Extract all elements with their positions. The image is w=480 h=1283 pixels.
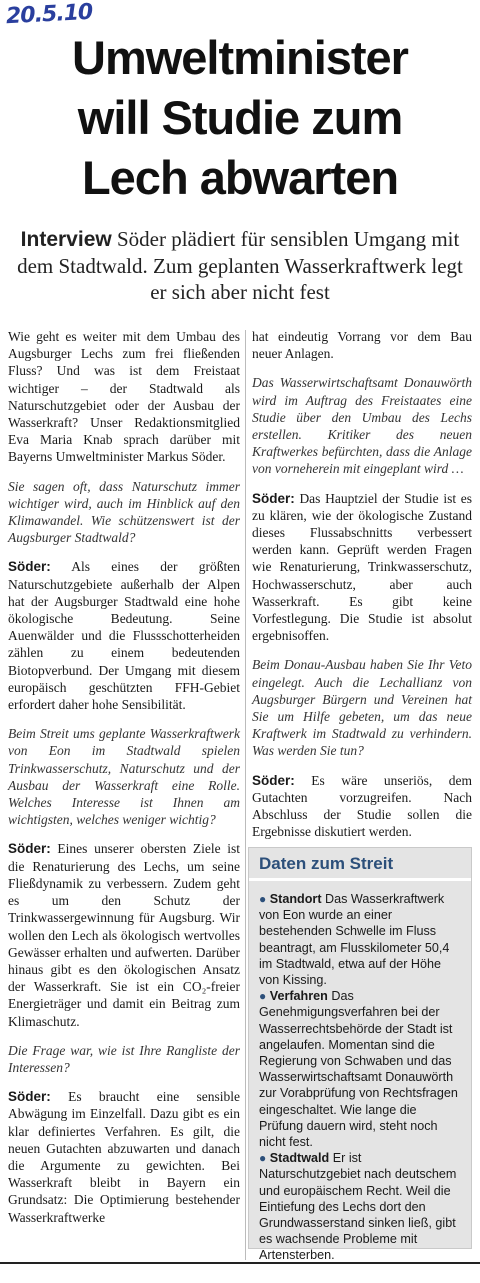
answer-5 (252, 772, 472, 841)
subheadline (10, 226, 470, 305)
answer-1 (8, 558, 240, 713)
info-entry-verfahren (259, 988, 463, 1150)
question-2: Beim Streit ums geplante Wasserkraftwerk von Eon im Stadtwald spielen Trinkwasserschutz, Naturschutz und der Ausbau der Wasserkraft eine Rolle. Welches Interesse ist Ihnen am wichtigsten, welches weniger wichtig? (8, 726, 240, 828)
info-box (248, 847, 472, 1263)
speaker-label: Söder: (252, 772, 295, 788)
info-box-title: Daten zum Streit (249, 848, 471, 881)
info-entry-head: Stadtwald (269, 1151, 330, 1166)
speaker-label: Söder: (8, 1089, 51, 1105)
continuation-paragraph: hat eindeutig Vorrang vor dem Bau neuer Anlagen. (252, 329, 472, 362)
info-entry-head: Standort (269, 892, 322, 906)
speaker-label: Söder: (8, 559, 51, 575)
intro-paragraph: Wie geht es weiter mit dem Umbau des Augsburger Lechs zum frei fließenden Fluss? Und was ist dem Freistaat wichtiger – der Stadtwald als Naturschutzgebiet oder der Ausbau der Wasserkraft? Unser Redaktionsmitglied Eva Maria Knab sprach darüber mit Bayerns Umweltminister Markus Söder. (8, 329, 240, 465)
question-5: Beim Donau-Ausbau haben Sie Ihr Veto eingelegt. Auch die Lechallianz von Augsburger Bürgern und Vereinen hat Sie um Hilfe gebeten, um das neue Kraftwerk im Stadtwald zu verhindern. Was werden Sie tun? (252, 657, 472, 759)
question-1: Sie sagen oft, dass Naturschutz immer wichtiger wird, auch im Hinblick auf den Klimawandel. Wie schützenswert ist der Augsburger Stadtwald? (8, 478, 240, 546)
answer-3 (8, 1088, 240, 1226)
info-entry-standort (259, 891, 463, 988)
info-entry-stadtwald (259, 1150, 463, 1263)
bottom-rule (0, 1262, 480, 1264)
left-column (8, 328, 240, 1238)
answer-4 (252, 490, 472, 645)
info-entry-head: Verfahren (269, 989, 328, 1004)
right-column (252, 328, 472, 852)
headline-line-1: Umweltminister (72, 31, 408, 84)
bullet-icon: ● (259, 989, 267, 1004)
headline (0, 28, 480, 208)
column-divider (245, 330, 246, 1260)
answer-text: Es wäre unseriös, dem Gutachten vorzugreifen. Nach Abschluss der Studie sollen die Ergebnisse diskutiert werden. (252, 772, 473, 840)
answer-2 (8, 840, 240, 1029)
speaker-label: Söder: (8, 841, 51, 857)
question-3: Die Frage war, wie ist Ihre Rangliste der Interessen? (8, 1042, 240, 1075)
bullet-icon: ● (259, 892, 267, 906)
headline-line-3: Lech abwarten (81, 151, 399, 204)
subheadline-kicker: Interview (20, 228, 112, 251)
answer-text: Eines unserer obersten Ziele ist die Renaturierung des Lechs, um seine Fließdynamik zu verbessern. Zudem geht es um den Schutz der Trinkwassergewinnung für Augsburg. Wir wollen den Lech als ökologisch wertvolles Gewässer erhalten und aufwerten. Darüber hinaus gibt es den ökologischen Ansatz der Wasserkraft. Sie ist ein CO₂-freier Energieträger und damit ein Beitrag zum Klimaschutz. (8, 841, 240, 1029)
answer-text: Es braucht eine sensible Abwägung im Einzelfall. Dazu gibt es ein klar definiertes Verfahren. Es gilt, die neuen Gutachten abzuwarten und danach die Argumente zu gewichten. Bei Wasserkraft bleibt in Bayern ein Grundsatz: Die Optimierung bestehender Wasserkraftwerke (8, 1089, 241, 1225)
info-entry-text: Er ist Naturschutzgebiet nach deutschem und europäischem Recht. Weil die Eintiefung des Lechs dort den Grundwasserstand sinken ließ, gibt es wachsende Probleme mit Artensterben. (259, 1151, 457, 1263)
handwritten-date: 20.5.10 (5, 0, 93, 30)
info-entry-text: Das Genehmigungsverfahren bei der Wasserrechtsbehörde der Stadt ist angelaufen. Momentan sind die Regierung von Schwaben und das Wasserwirtschaftsamt Donauwörth zur Vorabprüfung von Rechtsfragen eingeschaltet. Wie lange die Prüfung dauern wird, steht noch nicht fest. (259, 989, 458, 1150)
bullet-icon: ● (259, 1151, 267, 1166)
answer-text: Das Hauptziel der Studie ist es zu klären, wie der ökologische Zustand dieses Flussabschnitts verbessert werden kann. Geprüft werden Fragen wie Renaturierung, Trinkwasserschutz, Hochwasserschutz, aber auch Wasserkraft. Es gibt keine Vorfestlegung. Die Studie ist absolut ergebnisoffen. (252, 490, 472, 644)
answer-text: Als eines der größten Naturschutzgebiete außerhalb der Alpen hat der Augsburger Stadtwald eine hohe ökologische Bedeutung. Seine Auenwälder und die Flussschotterheiden zählen zu einem bedeutenden Biotopverbund. Der Umgang mit diesem europäisch geschützten FFH-Gebiet erfordert daher hohe Sensibilität. (8, 559, 240, 713)
info-entry-text: Das Wasserkraftwerk von Eon wurde an einer bestehenden Schwelle im Fluss beantragt, am Flusskilometer 50,4 im Stadtwald, etwa auf der Höhe von Kissing. (259, 892, 450, 988)
subheadline-text: Söder plädiert für sensiblen Umgang mit dem Stadtwald. Zum geplanten Wasserkraftwerk legt er sich aber nicht fest (17, 227, 463, 304)
info-box-body (249, 881, 471, 1264)
headline-line-2: will Studie zum (77, 91, 403, 144)
question-4: Das Wasserwirtschaftsamt Donauwörth wird im Auftrag des Freistaates eine Studie über den Umbau des Lechs erstellen. Kritiker des neuen Kraftwerkes befürchten, dass die Anlage von vorneherein mit eingeplant wird … (252, 375, 472, 477)
speaker-label: Söder: (252, 490, 295, 506)
